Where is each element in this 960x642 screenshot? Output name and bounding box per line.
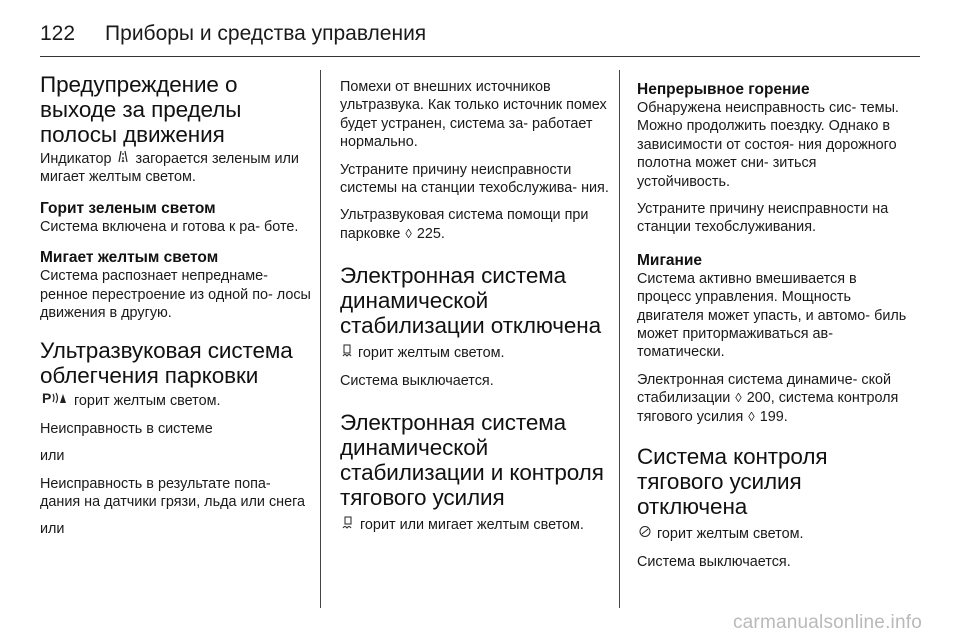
esc-skid-icon	[342, 516, 354, 531]
green-light-text: Система включена и готова к ра- боте.	[40, 218, 299, 235]
svg-text:P: P	[42, 391, 52, 406]
parking-indicator-text: P горит желтым светом.	[42, 391, 221, 410]
ultrasonic-ref-text: Ультразвуковая система помощи при парковке ◊ 225.	[340, 207, 589, 242]
esc-tc-heading: Электронная система динамической стабилизации и контроля тягового усилия	[340, 410, 604, 511]
page-ref-icon: ◊	[735, 390, 742, 406]
page-ref-icon: ◊	[405, 225, 412, 241]
column-divider-2	[619, 70, 620, 608]
esc-off-indicator-text: горит желтым светом.	[340, 344, 612, 362]
traction-off-icon	[639, 525, 651, 540]
chapter-title: Приборы и средства управления	[105, 22, 427, 45]
yellow-blink-heading: Мигает желтым светом	[40, 249, 219, 267]
interference-text: Помехи от внешних источников ультразвука. Как только источник помех будет устранен, система за- работает нормально.	[340, 79, 607, 151]
esc-off-system-text: Система выключается.	[340, 372, 494, 389]
tc-off-indicator-text: горит желтым светом.	[637, 525, 909, 543]
blink-heading: Мигание	[637, 251, 703, 269]
lane-indicator-text: Индикатор загорается зеленым или мигает желтым светом.	[40, 151, 299, 186]
continuous-service-text: Устраните причину неисправности на станции техобслуживания.	[637, 201, 889, 236]
lane-departure-heading: Предупреждение о выходе за пределы полосы движения	[40, 72, 242, 147]
column-3	[637, 72, 909, 580]
page-ref-icon: ◊	[748, 408, 755, 424]
fault-dirt-text: Неисправность в результате попа- дания на датчики грязи, льда или снега	[40, 475, 306, 511]
page-header	[40, 14, 426, 54]
esc-tc-indicator-text: горит или мигает желтым светом.	[340, 516, 612, 534]
parking-assist-icon	[42, 391, 68, 407]
fault-text: Неисправность в системе	[40, 420, 213, 437]
tc-off-heading: Система контроля тягового усилия отключена	[637, 444, 828, 520]
parking-assist-heading: Ультразвуковая система облегчения парковки	[40, 338, 293, 389]
column-2	[340, 72, 612, 543]
continuous-heading: Непрерывное горение	[637, 81, 810, 98]
page-ref-199[interactable]: 199.	[759, 408, 788, 425]
or-text-2: или	[40, 521, 65, 538]
or-text-1: или	[40, 448, 65, 465]
column-divider-1	[320, 70, 321, 608]
header-rule	[40, 56, 920, 57]
blink-text: Система активно вмешивается в процесс управления. Мощность двигателя может упасть, и автомо- биль может притормаживаться ав- томатически.	[637, 270, 907, 361]
green-light-heading: Горит зеленым светом	[40, 199, 216, 217]
yellow-blink-text: Система распознает непреднаме- ренное перестроение из одной по- лосы движения в другую.	[40, 268, 311, 322]
page-ref-200[interactable]: 200,	[746, 390, 775, 407]
page-ref-225[interactable]: 225.	[416, 225, 445, 242]
column-1	[40, 72, 312, 548]
esc-ref-text: Электронная система динамиче- ской стабилизации ◊ 200, система контроля тягового усилия ◊ 199.	[637, 371, 899, 425]
lane-departure-icon	[117, 150, 129, 165]
esc-off-heading: Электронная система динамической стабилизации отключена	[340, 263, 601, 339]
esc-off-icon	[342, 344, 352, 359]
page-number: 122	[40, 22, 76, 45]
tc-off-system-text: Система выключается.	[637, 553, 791, 570]
continuous-text: Обнаружена неисправность сис- темы. Можно продолжить поездку. Однако в зависимости от состоя- ния дорожного полотна может сни- зиться устойчивость.	[637, 100, 899, 190]
watermark: carmanualsonline.info	[732, 612, 922, 633]
service-text: Устраните причину неисправности системы на станции техобслужива- ния.	[340, 161, 609, 197]
